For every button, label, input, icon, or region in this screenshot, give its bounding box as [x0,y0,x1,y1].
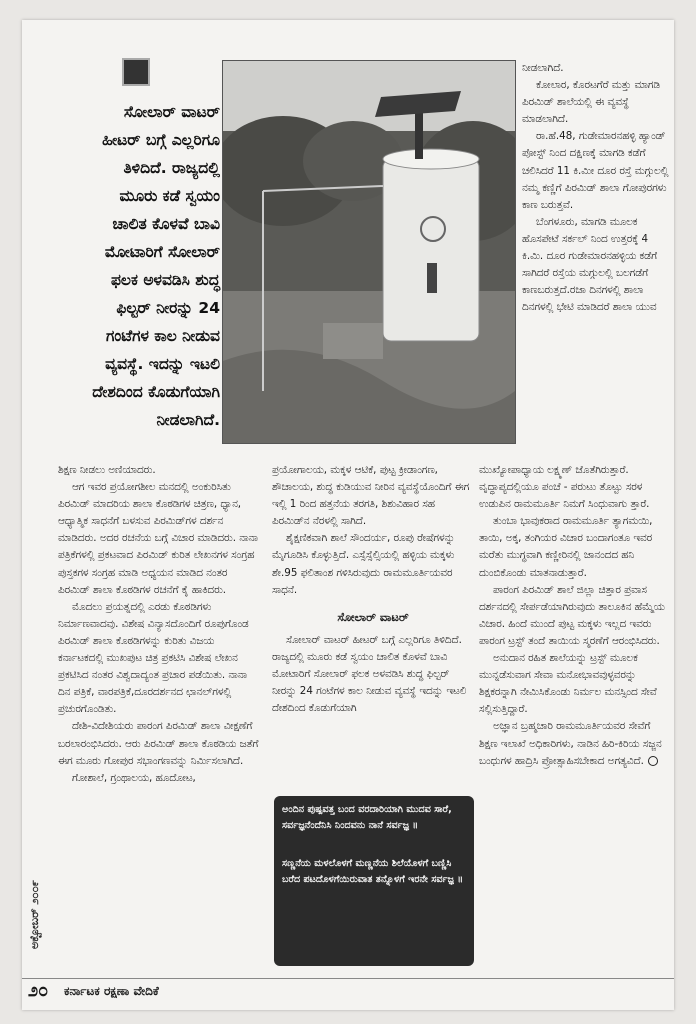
page-footer [22,978,674,1003]
solar-water-tank-photo [222,60,516,444]
pull-quote: ಸೋಲಾರ್ ವಾಟರ್ ಹೀಟರ್ ಬಗ್ಗೆ ಎಲ್ಲರಿಗೂ ತಿಳಿದಿದೆ. ರಾಜ್ಯದಲ್ಲಿ ಮೂರು ಕಡೆ ಸ್ವಯಂ ಚಾಲಿತ ಕೊಳವೆ ಬಾವಿ ಮೋಟಾರಿಗೆ ಸೋಲಾರ್ ಫಲಕ ಅಳವಡಿಸಿ ಶುದ್ಧ ಫಿಲ್ಟರ್ ನೀರನ್ನು 24 ಗಂಟೆಗಳ ಕಾಲ ನೀಡುವ ವ್ಯವಸ್ಥೆ. ಇದನ್ನು ಇಟಲಿ ದೇಶದಿಂದ ಕೊಡುಗೆಯಾಗಿ ನೀಡಲಾಗಿದೆ. [92,103,220,429]
paragraph: ಆಗ ಇವರ ಪ್ರಯೋಗಶೀಲ ಮನದಲ್ಲಿ ಅಂಕುರಿಸಿತು ಪಿರಮಿಡ್ ಮಾದರಿಯ ಶಾಲಾ ಕೊಠಡಿಗಳ ಚಿತ್ರಣ, ಧ್ಯಾನ, ಆಧ್ಯಾತ್ಮಿಕ ಸಾಧನೆಗೆ ಬಳಸುವ ಪಿರಮಿಡ್‌ಗಳ ದರ್ಶನ ಮಾಡಿದರು. ಅದರ ರಚನೆಯ ಬಗ್ಗೆ ವಿಚಾರ ಮಾಡಿದರು. ನಾನಾ ಪತ್ರಿಕೆಗಳಲ್ಲಿ ಪ್ರಕಟವಾದ ಪಿರಮಿಡ್ ಕುರಿತ ಲೇಖನಗಳ ಸಂಗ್ರಹ ಪುಸ್ತಕಗಳ ಸಂಗ್ರಹ ಮಾಡಿ ಅಧ್ಯಯನ ಮಾಡಿದ ನಂತರ ಪಿರಮಿಡ್ ಶಾಲಾ ಕೊಠಡಿಗಳ ರಚನೆಗೆ ಕೈ ಹಾಕಿದರು. [58,481,258,596]
paragraph: ರಾ.ಹೆ.48, ಗುಡೇಮಾರನಹಳ್ಳಿ ಹ್ಯಾಂಡ್ ಪೋಸ್ಟ್ ನಿಂದ ದಕ್ಷಿಣಕ್ಕೆ ಮಾಗಡಿ ಕಡೆಗೆ ಚಲಿಸಿದರೆ 11 ಕಿ.ಮೀ ದೂರ ರಸ್ತೆ ಮಗ್ಗುಲಲ್ಲಿ ನಮ್ಮ ಕಣ್ಣಿಗೆ ಪಿರಮಿಡ್ ಶಾಲಾ ಗೋಪುರಗಳು ಕಾಣ ಬರುತ್ತವೆ. [522,130,669,211]
end-mark-icon [648,756,658,766]
paragraph: ಕೋಲಾರ, ಕೊರಟಗೆರೆ ಮತ್ತು ಮಾಗಡಿ ಪಿರಮಿಡ್ ಶಾಲೆಯಲ್ಲಿ ಈ ವ್ಯವಸ್ಥೆ ಮಾಡಲಾಗಿದೆ. [522,79,660,126]
paragraph: ಬೆಂಗಳೂರು, ಮಾಗಡಿ ಮೂಲಕ ಹೊಸಪೇಟೆ ಸರ್ಕಲ್ ನಿಂದ ಉತ್ತರಕ್ಕೆ 4 ಕಿ.ಮಿ. ದೂರ ಗುಡೇಮಾರನಹಳ್ಳಿಯ ಕಡೆಗೆ ಸಾಗಿದರೆ ರಸ್ತೆಯ ಮಗ್ಗುಲಲ್ಲಿ ಬಲಗಡೆಗೆ ಕಾಣಬರುತ್ತದೆ.ರಜಾ ದಿನಗಳಲ್ಲಿ ಶಾಲಾ ದಿನಗಳಲ್ಲಿ ಭೇಟಿ ಮಾಡಿದರೆ ಶಾಲಾ ಯುವ [522,215,658,314]
paragraph: ದೇಶಿ-ವಿದೇಶಿಯರು ಪಾರಂಗ ಪಿರಮಿಡ್ ಶಾಲಾ ವೀಕ್ಷಣೆಗೆ ಬರಲಾರಂಭಿಸಿದರು. ಆರು ಪಿರಮಿಡ್ ಶಾಲಾ ಕೊಠಡಿಯ ಜತೆಗೆ ಈಗ ಮೂರು ಗೋಪುರ ಸಭಾಂಗಣವನ್ನು ನಿರ್ಮಿಸಲಾಗಿದೆ. [58,720,259,767]
issue-date: ಅಕ್ಟೋಬರ್ ೨೦೦೯ [28,880,41,950]
subheading: ಸೋಲಾರ್ ವಾಟರ್ [337,609,409,624]
verse: ಅಂದಿನ ಪುಷ್ಪವತ್ತ ಬಂದ ವರದಾರಿಯಾಗಿ ಮುದವ ಸಾರೆ, ಸರ್ವಜ್ಞನೆಂದೆನಿಸಿ ನಿಂದವನು ನಾನೆ ಸರ್ವಜ್ಞ ॥ [282,804,452,831]
paragraph [479,718,671,769]
paragraph: ಸೋಲಾರ್ ವಾಟರ್ ಹೀಟರ್ ಬಗ್ಗೆ ಎಲ್ಲರಿಗೂ ತಿಳಿದಿದೆ. ರಾಜ್ಯದಲ್ಲಿ ಮೂರು ಕಡೆ ಸ್ವಯಂ ಚಾಲಿತ ಕೊಳವೆ ಬಾವಿ ಮೋಟಾರಿಗೆ ಸೋಲಾರ್ ಫಲಕ ಅಳವಡಿಸಿ ಶುದ್ಧ ಫಿಲ್ಟರ್ ನೀರನ್ನು 24 ಗಂಟೆಗಳ ಕಾಲ ನೀಡುವ ವ್ಯವಸ್ಥೆ ಇದನ್ನು ಇಟಲಿ ದೇಶದಿಂದ ಕೊಡುಗೆಯಾಗಿ [272,633,467,715]
paragraph: ತುಂಬಾ ಭಾವುಕರಾದ ರಾಮಮೂರ್ತಿ ತ್ಯಾಗಮಯಿ, ತಾಯಿ, ಅಕ್ಕ, ತಂಗಿಯರ ವಿಚಾರ ಬಂದಾಗಂತೂ ಇವರ ಮರೆತು ಮುಗ್ಧವಾಗಿ ಕಣ್ಣೀರಿನಲ್ಲಿ ಜಾನಂದದ ಹನಿ ದುಂಬಿಕೊಂಡು ಮಾತನಾಡುತ್ತಾರೆ. [479,515,653,579]
section-marker [122,58,150,86]
paragraph: ಶೈಕ್ಷಣಿಕವಾಗಿ ಶಾಲೆ ಸೌಂದರ್ಯ, ರೂಪು ರೇಷೆಗಳನ್ನು ಮೈಗೂಡಿಸಿ ಕೊಳ್ಳುತ್ತಿದೆ. ಎಸ್ಸೆಸ್ಸೆಲ್ಸಿಯಲ್ಲಿ ಹಳ್ಳಿಯ ಮಕ್ಕಳು ಶೇ.95 ಫಲಿತಾಂಶ ಗಳಿಸಿರುವುದು ರಾಮಮೂರ್ತಿಯವರ ಸಾಧನೆ. [272,532,455,596]
column-3 [479,462,671,770]
paragraph: ಮುಖ್ಯೋಪಾಧ್ಯಾಯ ಲಕ್ಷ್ಮಣ್ ಜೊತೆಗಿರುತ್ತಾರೆ. ವೃದ್ಧಾಪ್ಯದಲ್ಲಿಯೂ ಪಂಚೆ - ಪರುಟು ತೊಟ್ಟು ಸರಳ ಉಡುಪಿನ ರಾಮಮೂರ್ತಿ ನಿಮಗೆ ಸಿಂಧುವಾಗು ತ್ತಾರೆ. [479,464,650,511]
paragraph: ಅನುದಾನ ರಹಿತ ಶಾಲೆಯನ್ನು ಟ್ರಸ್ಟ್ ಮೂಲಕ ಮುನ್ನಡೆಸುವಾಗ ಸೇವಾ ಮನೋಭಾವವುಳ್ಳವರನ್ನು ಶಿಕ್ಷಕರನ್ನಾಗಿ ನೇಮಿಸಿಕೊಂಡು ನಿರ್ಮಲ ಮನಸ್ಸಿಂದ ಸೇವೆ ಸಲ್ಲಿಸುತ್ತಿದ್ದಾರೆ. [479,652,657,716]
paragraph: ಪ್ರಯೋಗಾಲಯ, ಮಕ್ಕಳ ಆಟಿಕೆ, ಪುಟ್ಟ ಕ್ರೀಡಾಂಗಣ, ಶೌಚಾಲಯ, ಶುದ್ಧ ಕುಡಿಯುವ ನೀರಿನ ವ್ಯವಸ್ಥೆಯೊಂದಿಗೆ ಈಗ ಇಲ್ಲಿ 1 ರಿಂದ ಹತ್ತನೆಯ ತರಗತಿ, ಶಿಶುವಿಹಾರ ಸಹ ಪಿರಮಿಡ್‌ನ ನೆರಳಲ್ಲಿ ಸಾಗಿದೆ. [272,464,470,528]
paragraph-text: ಅಜ್ಞಾನ ಬ್ರಹ್ಮಚಾರಿ ರಾಮಮೂರ್ತಿಯವರ ಸೇವೆಗೆ ಶಿಕ್ಷಣ ಇಲಾಖೆ ಅಧಿಕಾರಿಗಳು, ನಾಡಿನ ಹಿರಿ-ಕಿರಿಯ ಸಜ್ಜನ ಬಂಧುಗಳ ಹಾದ್ರಿಸಿ ಪ್ರೋತ್ಸಾಹಿಸಬೇಕಾದ ಅಗತ್ಯವಿದೆ. [479,720,662,767]
publication-name: ಕರ್ನಾಟಕ ರಕ್ಷಣಾ ವೇದಿಕೆ [64,984,159,998]
verse: ಸಣ್ಣನೆಯ ಮಳಲೊಳಗೆ ಮಣ್ಣನೆಯ ಶಿಲೆಯೊಳಗೆ ಬಣ್ಣಿಸಿ ಬರೆದ ಪಟದೊಳಗೆಯಿರುವಾತ ತನ್ನೊಳಗೆ ಇರನೇ ಸರ್ವಜ್ಞ ॥ [282,858,464,885]
column-1 [58,462,262,787]
photo-illustration [223,61,515,443]
paragraph: ಮೊದಲು ಪ್ರಯತ್ನದಲ್ಲಿ ಎರಡು ಕೊಠಡಿಗಳು ನಿರ್ಮಾಣವಾದವು. ವಿಶೇಷ ವಿನ್ಯಾಸದೊಂದಿಗೆ ರೂಪುಗೊಂಡ ಪಿರಮಿಡ್ ಶಾಲಾ ಕೊಠಡಿಗಳನ್ನು ಕುರಿತು ವಿಜಯ ಕರ್ನಾಟಕದಲ್ಲಿ ಮುಖಪುಟ ಚಿತ್ರ ಪ್ರಕಟಿಸಿ ವಿಶೇಷ ಲೇಖನ ಪ್ರಕಟಿಸಿದ ನಂತರ ವಿಶ್ವದಾದ್ಯಂತ ಪ್ರಚಾರ ಪಡೆಯಿತು. ನಾನಾ ದಿನ ಪತ್ರಿಕೆ, ವಾರಪತ್ರಿಕೆ,ದೂರದರ್ಶನದ ಛಾನಲ್‌ಗಳಲ್ಲಿ ಪ್ರಚುರಗೊಂಡಿತು. [58,600,249,716]
paragraph: ಶಿಕ್ಷಣ ನೀಡಲು ಅಣಿಯಾದರು. [58,464,156,476]
column-2 [272,462,474,717]
paragraph: ಪಾರಂಗ ಪಿರಮಿಡ್ ಶಾಲೆ ಜಿಲ್ಲಾ ಚಿತ್ತಾರ ಪ್ರವಾಸ ದರ್ಶನದಲ್ಲಿ ಸೇರ್ಪಡೆಯಾಗಿರುವುದು ತಾಲೂಕಿನ ಹೆಮ್ಮೆಯ ವಿಚಾರ. ಹಿಂದೆ ಮುಂದೆ ಪುಟ್ಟ ಮಕ್ಕಳು ಇಲ್ಲದ ಇವರು ಪಾರಂಗ ಟ್ರಸ್ಟ್ ತಂದೆ ತಾಯಿಯ ಸ್ಮರಣೆಗೆ ಆರಂಭಿಸಿದರು. [479,583,665,647]
right-top-column [522,60,672,316]
verse-box [274,796,474,966]
paragraph: ಗೋಶಾಲೆ, ಗ್ರಂಥಾಲಯ, ಹೂದೋಟ, [72,771,196,784]
magazine-page [22,20,674,1010]
paragraph: ನೀಡಲಾಗಿದೆ. [522,62,564,74]
page-number: ೨೦ [28,980,49,1001]
